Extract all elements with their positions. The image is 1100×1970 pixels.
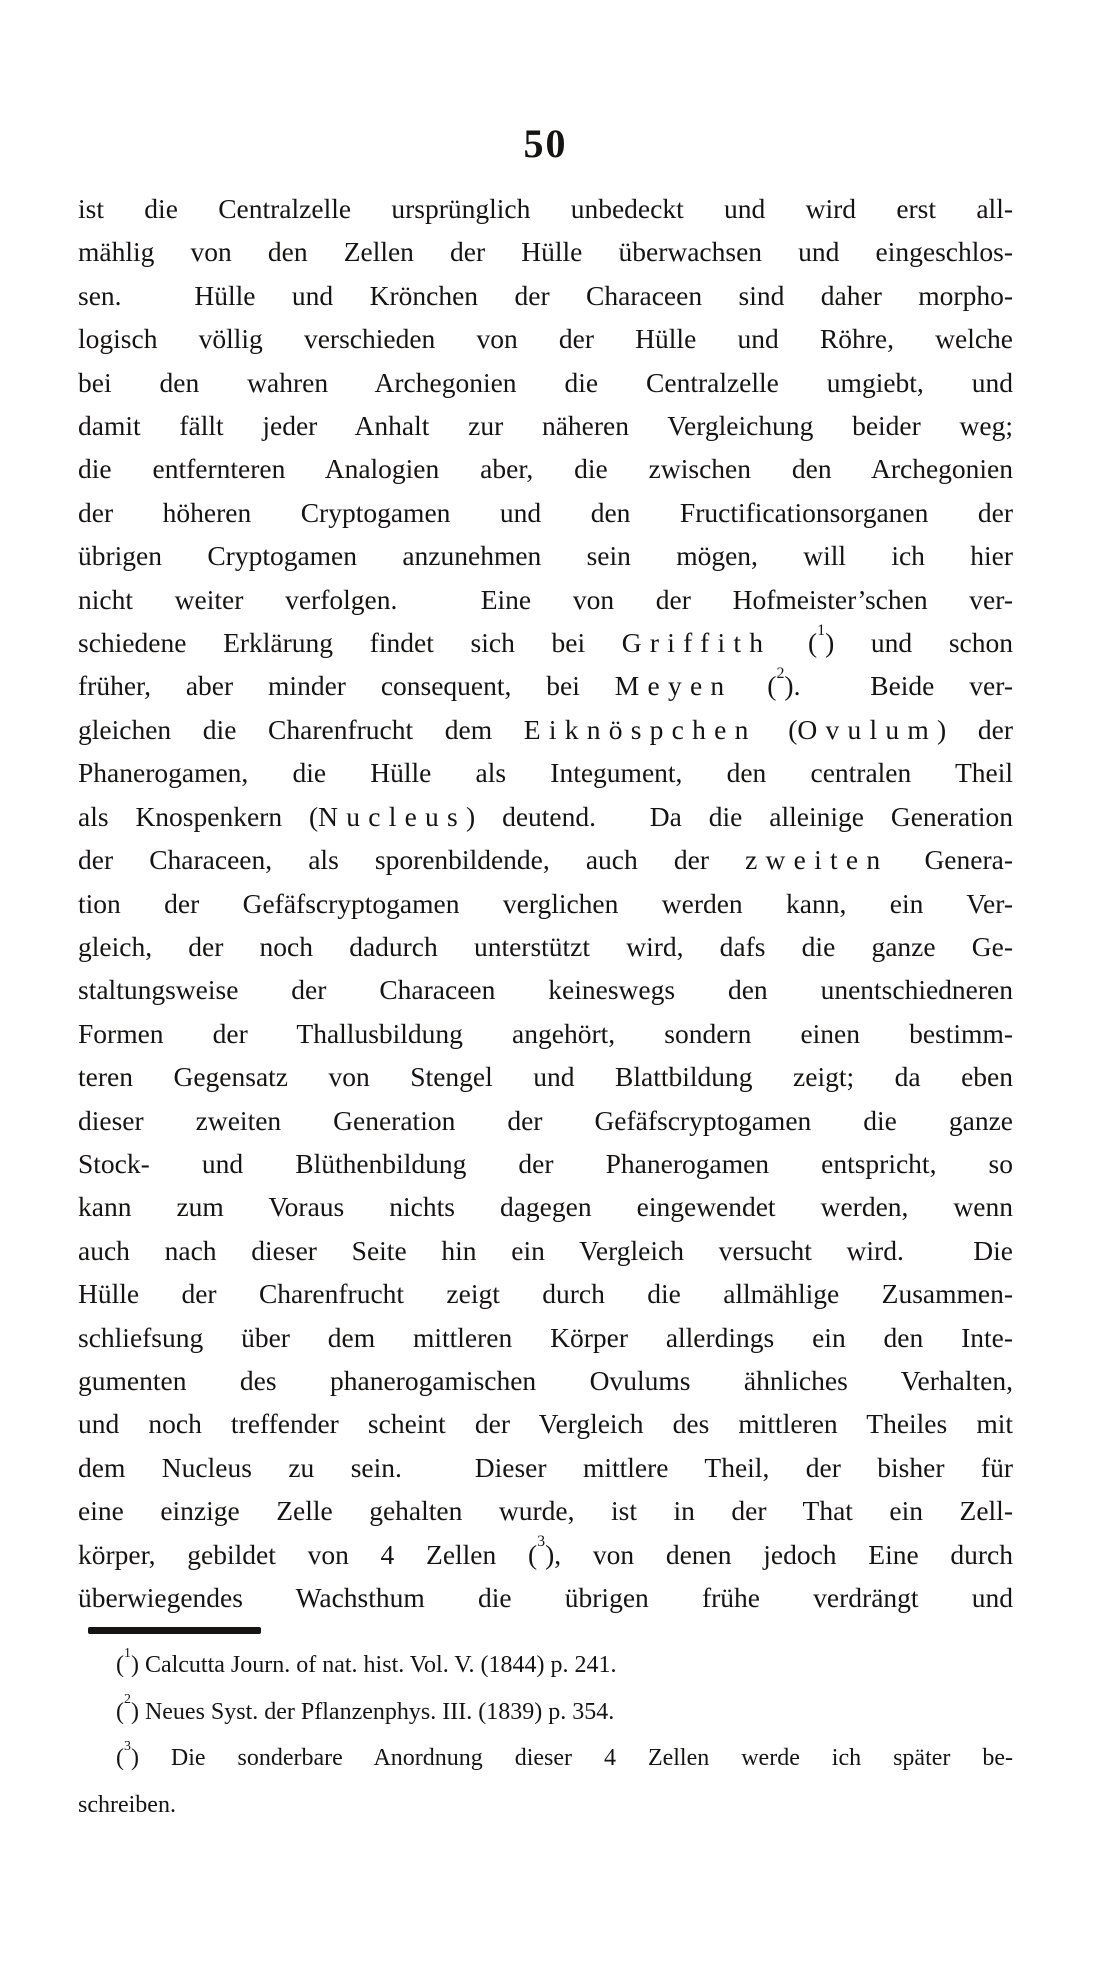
body-line: der höheren Cryptogamen und den Fructificationsorganen der	[78, 496, 1013, 528]
footnote-line: ($^2$) Neues Syst. der Pflanzenphys. III. (1839) p. 354.	[116, 1692, 615, 1725]
body-line: logisch völlig verschieden von der Hülle und Röhre, welche	[78, 323, 1013, 355]
body-line: bei den wahren Archegonien die Centralzelle umgiebt, und	[78, 366, 1013, 398]
body-line: schiedene Erklärung findet sich bei Griffith ($^1$) und schon	[78, 621, 1013, 659]
body-line: Formen der Thallusbildung angehört, sondern einen bestimm-	[78, 1017, 1013, 1049]
body-line: tion der Gefäfscryptogamen verglichen werden kann, ein Ver-	[78, 887, 1013, 919]
body-line: überwiegendes Wachsthum die übrigen frühe verdrängt und	[78, 1582, 1013, 1613]
footnotes	[78, 1642, 1013, 1828]
body-line: staltungsweise der Characeen keineswegs den unentschiedneren	[78, 974, 1013, 1006]
body-line: nicht weiter verfolgen. Eine von der Hofmeister’schen ver-	[78, 583, 1013, 615]
footnote-line: schreiben.	[78, 1791, 176, 1818]
body-line: mählig von den Zellen der Hülle überwachsen und eingeschlos-	[78, 236, 1013, 268]
body-line: teren Gegensatz von Stengel und Blattbildung zeigt; da eben	[78, 1061, 1013, 1093]
body-line: damit fällt jeder Anhalt zur näheren Vergleichung beider weg;	[78, 410, 1013, 442]
body-line: eine einzige Zelle gehalten wurde, ist in der That ein Zell-	[78, 1495, 1013, 1527]
body-line: und noch treffender scheint der Vergleich des mittleren Theiles mit	[78, 1408, 1013, 1440]
body-line: Stock- und Blüthenbildung der Phanerogamen entspricht, so	[78, 1147, 1013, 1179]
body-line: sen. Hülle und Krönchen der Characeen sind daher morpho-	[78, 279, 1013, 311]
body-line: der Characeen, als sporenbildende, auch der zweiten Genera-	[78, 844, 1013, 876]
body-line: auch nach dieser Seite hin ein Vergleich versucht wird. Die	[78, 1234, 1013, 1266]
body-line: übrigen Cryptogamen anzunehmen sein mögen, will ich hier	[78, 540, 1013, 572]
body-line: gleich, der noch dadurch unterstützt wird, dafs die ganze Ge-	[78, 930, 1013, 962]
body-line: Hülle der Charenfrucht zeigt durch die allmählige Zusammen-	[78, 1278, 1013, 1310]
body-line: früher, aber minder consequent, bei Meyen ($^2$). Beide ver-	[78, 665, 1013, 702]
body-line: körper, gebildet von 4 Zellen ($^3$), von denen jedoch Eine durch	[78, 1533, 1013, 1570]
body-text	[78, 187, 1013, 1619]
footnote-separator-rule	[88, 1627, 261, 1634]
body-line: ist die Centralzelle ursprünglich unbedeckt und wird erst all-	[78, 193, 1013, 224]
body-line: dem Nucleus zu sein. Dieser mittlere Theil, der bisher für	[78, 1451, 1013, 1483]
body-line: Phanerogamen, die Hülle als Integument, den centralen Theil	[78, 757, 1013, 789]
body-line: kann zum Voraus nichts dagegen eingewendet werden, wenn	[78, 1191, 1013, 1223]
footnote-line: ($^3$) Die sonderbare Anordnung dieser 4 Zellen werde ich später be-	[116, 1738, 1013, 1771]
body-line: dieser zweiten Generation der Gefäfscryptogamen die ganze	[78, 1104, 1013, 1136]
body-line: als Knospenkern (Nucleus) deutend. Da die alleinige Generation	[78, 800, 1013, 832]
body-line: die entfernteren Analogien aber, die zwischen den Archegonien	[78, 453, 1013, 485]
body-line: gleichen die Charenfrucht dem Eiknöspchen (Ovulum) der	[78, 713, 1013, 745]
body-line: schliefsung über dem mittleren Körper allerdings ein den Inte-	[78, 1321, 1013, 1353]
footnote-line: ($^1$) Calcutta Journ. of nat. hist. Vol. V. (1844) p. 241.	[116, 1645, 617, 1678]
body-line: gumenten des phanerogamischen Ovulums ähnliches Verhalten,	[78, 1364, 1013, 1396]
page-number: 50	[523, 121, 568, 166]
